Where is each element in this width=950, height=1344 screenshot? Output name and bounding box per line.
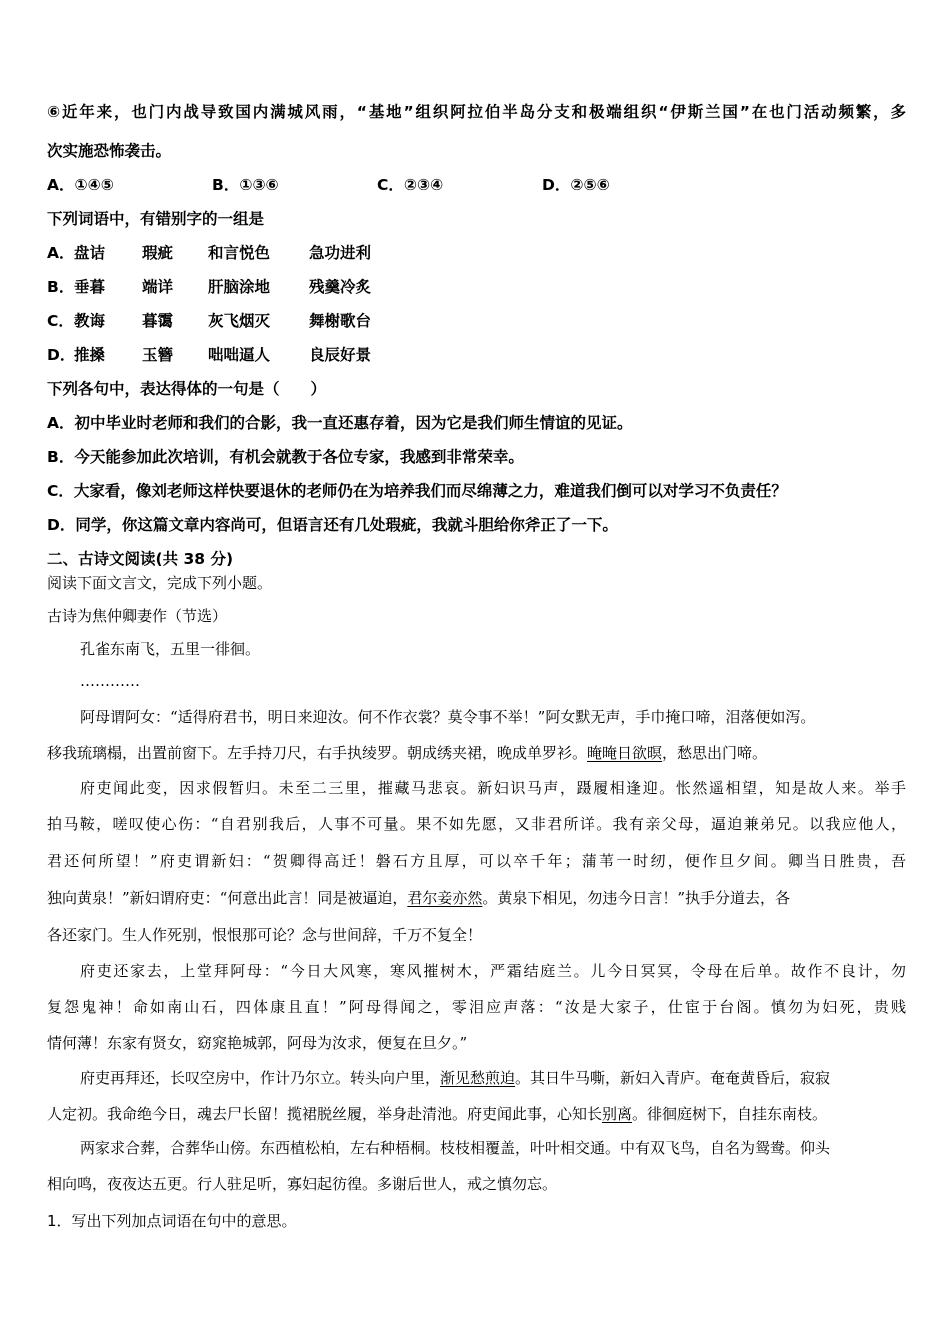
q-expr-option-c: C．大家看，像刘老师这样快要退休的老师仍在为培养我们而尽绵薄之力，难道我们倒可以对学习不负责任？ bbox=[47, 482, 787, 500]
q-expr-option-b: B．今天能参加此次培训，有机会就教于各位专家，我感到非常荣幸。 bbox=[47, 448, 524, 466]
p2-line1: 府吏闻此变，因求假暂归。未至二三里，摧藏马悲哀。新妇识马声，蹑履相逢迎。怅然遥相望，知是故人来。举手 bbox=[80, 779, 906, 797]
q-prev-item6-line2: 次实施恐怖袭击。 bbox=[47, 142, 172, 160]
q-expr-option-a: A．初中毕业时老师和我们的合影，我一直还惠存着，因为它是我们师生情谊的见证。 bbox=[47, 414, 633, 432]
p2-line2: 拍马鞍，嗟叹使心伤：“自君别我后，人事不可量。果不如先愿，又非君所详。我有亲父母，逼迫兼弟兄。以我应他人， bbox=[47, 815, 906, 833]
poem-ellipsis: ………… bbox=[80, 672, 140, 690]
reading-instruction: 阅读下面文言文，完成下列小题。 bbox=[47, 574, 273, 592]
q-typo-option-a: A．盘诘 瑕疵 和言悦色 急功进利 bbox=[47, 244, 372, 262]
underlined-phrase: 君尔妾亦然 bbox=[407, 889, 483, 907]
q-expr-stem: 下列各句中，表达得体的一句是（ ） bbox=[47, 380, 327, 398]
q-prev-options bbox=[47, 173, 610, 195]
q-typo-option-b: B．垂暮 端详 肝脑涂地 残羹冷炙 bbox=[47, 278, 372, 296]
p2-line3: 君还何所望！”府吏谓新妇：“贺卿得高迁！磐石方且厚，可以卒千年；蒲苇一时纫，便作旦夕间。卿当日胜贵，吾 bbox=[47, 852, 906, 870]
q-prev-option-c: C．②③④ bbox=[377, 176, 444, 194]
underlined-phrase: 晻晻日欲暝 bbox=[587, 744, 663, 762]
p2-line4: 独向黄泉！”新妇谓府吏：“何意出此言！同是被逼迫，君尔妾亦然。黄泉下相见，勿违今日言！”执手分道去，各 bbox=[47, 889, 791, 907]
section-heading: 二、古诗文阅读(共 38 分) bbox=[47, 550, 234, 568]
q-prev-option-b: B．①③⑥ bbox=[212, 176, 279, 194]
p5-line2: 相向鸣，夜夜达五更。行人驻足听，寡妇起彷徨。多谢后世人，戒之慎勿忘。 bbox=[47, 1175, 558, 1193]
underlined-phrase: 渐见愁煎迫 bbox=[440, 1069, 516, 1087]
underlined-phrase: 别离 bbox=[602, 1105, 633, 1123]
q-typo-option-c: C．教诲 暮霭 灰飞烟灭 舞榭歌台 bbox=[47, 312, 372, 330]
p3-line2: 复怨鬼神！命如南山石，四体康且直！”阿母得闻之，零泪应声落：“汝是大家子，仕宦于台阁。慎勿为妇死，贵贱 bbox=[47, 998, 906, 1016]
sub-question-1: 1．写出下列加点词语在句中的意思。 bbox=[47, 1212, 297, 1230]
q-prev-option-a: A．①④⑤ bbox=[47, 176, 114, 194]
p5-line1: 两家求合葬，合葬华山傍。东西植松柏，左右种梧桐。枝枝相覆盖，叶叶相交通。中有双飞鸟，自名为鸳鸯。仰头 bbox=[80, 1139, 831, 1157]
p4-line2: 人定初。我命绝今日，魂去尸长留！揽裙脱丝履，举身赴清池。府吏闻此事，心知长别离。徘徊庭树下，自挂东南枝。 bbox=[47, 1105, 828, 1123]
q-prev-item6-line1: ⑥近年来，也门内战导致国内满城风雨，“基地”组织阿拉伯半岛分支和极端组织“伊斯兰国”在也门活动频繁，多 bbox=[47, 103, 906, 121]
q-typo-stem: 下列词语中，有错别字的一组是 bbox=[47, 210, 265, 228]
p4-line1: 府吏再拜还，长叹空房中，作计乃尔立。转头向户里，渐见愁煎迫。其日牛马嘶，新妇入青庐。奄奄黄昏后，寂寂 bbox=[80, 1069, 831, 1087]
poem-title: 古诗为焦仲卿妻作（节选） bbox=[47, 607, 228, 625]
poem-verse: 孔雀东南飞，五里一徘徊。 bbox=[80, 640, 261, 658]
p3-line3: 情何薄！东家有贤女，窈窕艳城郭，阿母为汝求，便复在旦夕。” bbox=[47, 1034, 468, 1052]
q-expr-option-d: D．同学，你这篇文章内容尚可，但语言还有几处瑕疵，我就斗胆给你斧正了一下。 bbox=[47, 516, 618, 534]
p3-line1: 府吏还家去，上堂拜阿母：“今日大风寒，寒风摧树木，严霜结庭兰。儿今日冥冥，令母在后单。故作不良计，勿 bbox=[80, 962, 906, 980]
q-typo-option-d: D．推搡 玉簪 咄咄逼人 良辰好景 bbox=[47, 346, 372, 364]
p1-line2: 移我琉璃榻，出置前窗下。左手持刀尺，右手执绫罗。朝成绣夹裙，晚成单罗衫。晻晻日欲暝，愁思出门啼。 bbox=[47, 744, 768, 762]
p1-line1: 阿母谓阿女：“适得府君书，明日来迎汝。何不作衣裳？莫令事不举！”阿女默无声，手巾掩口啼，泪落便如泻。 bbox=[80, 708, 816, 726]
p2-line5: 各还家门。生人作死别，恨恨那可论？念与世间辞，千万不复全！ bbox=[47, 926, 483, 944]
q-prev-option-d: D．②⑤⑥ bbox=[542, 176, 610, 194]
